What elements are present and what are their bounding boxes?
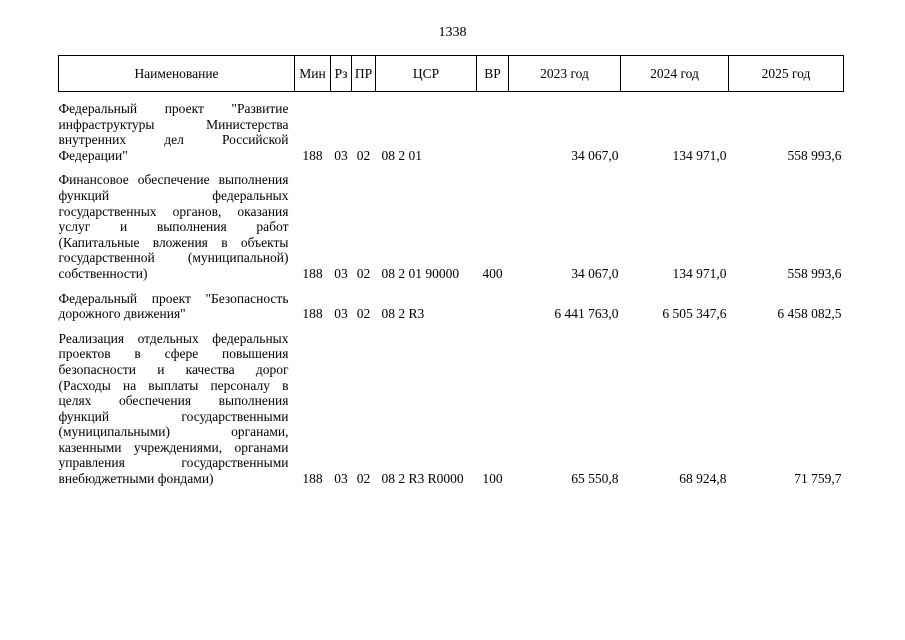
row-year-2023: 6 441 763,0 xyxy=(554,306,619,322)
row-name: Федеральный проект "Развитие инфраструктуры Министерства внутренних дел Российской Федерации" xyxy=(58,101,289,163)
row-rz: 03 xyxy=(334,306,348,322)
row-vr: 400 xyxy=(482,265,503,281)
row-vr xyxy=(477,101,509,163)
row-year-2023: 34 067,0 xyxy=(571,147,619,163)
row-min: 188 xyxy=(302,265,323,281)
row-year-2025: 558 993,6 xyxy=(787,147,842,163)
row-rz: 03 xyxy=(334,471,348,487)
row-rz: 03 xyxy=(334,265,348,281)
row-year-2025: 71 759,7 xyxy=(794,471,842,487)
row-min: 188 xyxy=(302,471,323,487)
table-row xyxy=(59,101,844,163)
row-year-2025: 558 993,6 xyxy=(787,265,842,281)
header-year-2023: 2023 год xyxy=(509,56,621,92)
header-csr: ЦСР xyxy=(376,56,477,92)
page-number: 1338 xyxy=(438,25,467,40)
table-row xyxy=(59,291,844,322)
row-pr: 02 xyxy=(356,265,371,281)
row-year-2023: 65 550,8 xyxy=(571,471,619,487)
row-name: Федеральный проект "Безопасность дорожного движения" xyxy=(58,290,289,322)
row-vr: 100 xyxy=(482,471,503,487)
row-year-2024: 134 971,0 xyxy=(672,265,727,281)
header-pr: ПР xyxy=(352,56,376,92)
row-year-2023: 34 067,0 xyxy=(571,265,619,281)
row-pr: 02 xyxy=(356,471,371,487)
header-year-2025: 2025 год xyxy=(729,56,844,92)
header-name: Наименование xyxy=(59,56,295,92)
table-header-row xyxy=(59,56,844,92)
table-row xyxy=(59,331,844,487)
row-year-2024: 6 505 347,6 xyxy=(662,306,727,322)
row-csr: 08 2 01 90000 xyxy=(381,265,460,281)
row-csr: 08 2 R3 R0000 xyxy=(381,471,464,487)
row-min: 188 xyxy=(302,306,323,322)
row-pr: 02 xyxy=(356,306,371,322)
budget-table xyxy=(58,55,844,487)
row-name: Реализация отдельных федеральных проектов в сфере повышения безопасности и качества дорог (Расходы на выплаты персоналу в целях обеспечения выполнения функций государственными (муниципальными) органами, казенными учреждениями, органами управления государственными внебюджетными фондами) xyxy=(58,330,289,487)
header-year-2024: 2024 год xyxy=(621,56,729,92)
row-csr: 08 2 01 xyxy=(381,147,422,163)
row-year-2025: 6 458 082,5 xyxy=(777,306,842,322)
row-name: Финансовое обеспечение выполнения функций федеральных государственных органов, оказания услуг и выполнения работ (Капитальные вложения в объекты государственной (муниципальной) собственности) xyxy=(58,172,289,281)
row-year-2024: 134 971,0 xyxy=(672,147,727,163)
header-min: Мин xyxy=(295,56,331,92)
row-min: 188 xyxy=(302,147,323,163)
row-csr: 08 2 R3 xyxy=(381,306,425,322)
row-rz: 03 xyxy=(334,147,348,163)
header-rz: Рз xyxy=(331,56,352,92)
row-year-2024: 68 924,8 xyxy=(679,471,727,487)
row-vr xyxy=(477,291,509,322)
row-pr: 02 xyxy=(356,147,371,163)
header-vr: ВР xyxy=(477,56,509,92)
table-row xyxy=(59,172,844,281)
